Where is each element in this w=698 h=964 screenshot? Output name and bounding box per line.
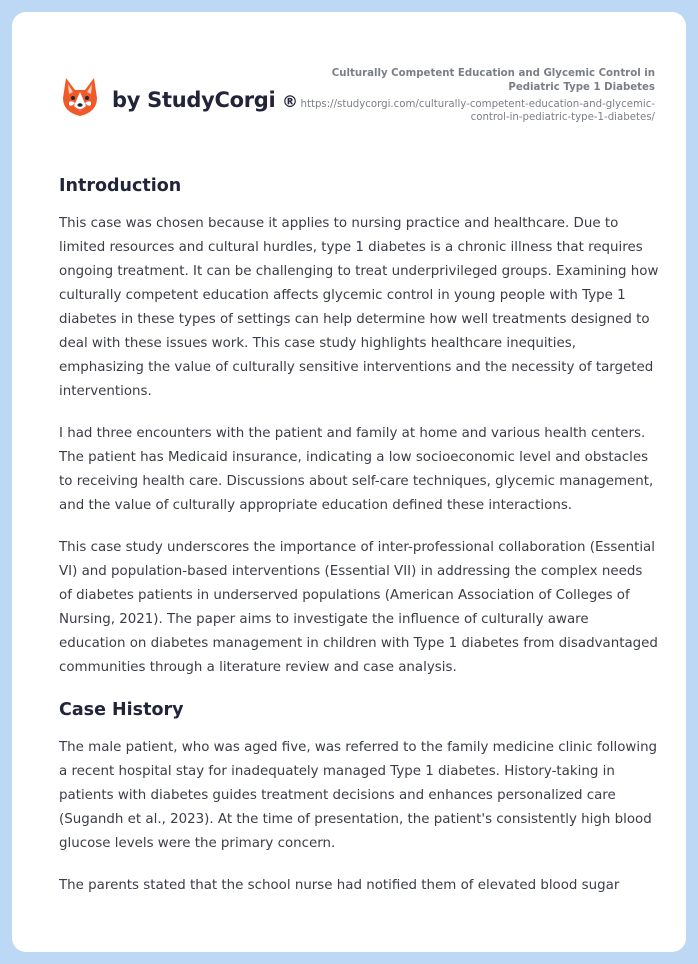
- paragraph: This case study underscores the importance of inter-professional collaboration (Essential VI) and population-based interventions (Essential VII) in addressing the complex needs of diabetes patients in underserved populations (American Association of Colleges of Nursing, 2021). The paper aims to investigate the influence of culturally aware education on diabetes management in children with Type 1 diabetes from disadvantaged communities through a literature review and case analysis.: [59, 540, 658, 675]
- studycorgi-logo[interactable]: [60, 76, 298, 120]
- document-meta: [295, 67, 655, 124]
- corgi-icon: [60, 76, 100, 120]
- section-heading-introduction: Introduction: [59, 176, 182, 196]
- document-url[interactable]: https://studycorgi.com/culturally-competent-education-and-glycemic-control-in-pediatric-type-1-diabetes/: [300, 99, 655, 123]
- paragraph: The male patient, who was aged five, was referred to the family medicine clinic following a recent hospital stay for inadequately managed Type 1 diabetes. History-taking in patients with diabetes guides treatment decisions and enhances personalized care (Sugandh et al., 2023). At the time of presentation, the patient's consistently high blood glucose levels were the primary concern.: [59, 740, 658, 851]
- registered-mark: ®: [282, 92, 298, 111]
- paragraph: This case was chosen because it applies to nursing practice and healthcare. Due to limited resources and cultural hurdles, type 1 diabetes is a chronic illness that requires ongoing treatment. It can be challenging to treat underprivileged groups. Examining how culturally competent education affects glycemic control in young people with Type 1 diabetes in these types of settings can help determine how well treatments designed to deal with these issues work. This case study highlights healthcare inequities, emphasizing the value of culturally sensitive interventions and the necessity of targeted interventions.: [59, 216, 659, 399]
- page-header: [12, 12, 686, 152]
- section-heading-case-history: Case History: [59, 700, 184, 720]
- document-title: Culturally Competent Education and Glycemic Control in Pediatric Type 1 Diabetes: [331, 68, 655, 93]
- paragraph: The parents stated that the school nurse had notified them of elevated blood sugar: [59, 878, 620, 893]
- brand-name: by StudyCorgi: [112, 88, 276, 112]
- paragraph: I had three encounters with the patient and family at home and various health centers. The patient has Medicaid insurance, indicating a low socioeconomic level and obstacles to receiving health care. Discussions about self-care techniques, glycemic management, and the value of culturally appropriate education defined these interactions.: [59, 426, 654, 513]
- document-page: [12, 12, 686, 952]
- document-body: [59, 174, 659, 916]
